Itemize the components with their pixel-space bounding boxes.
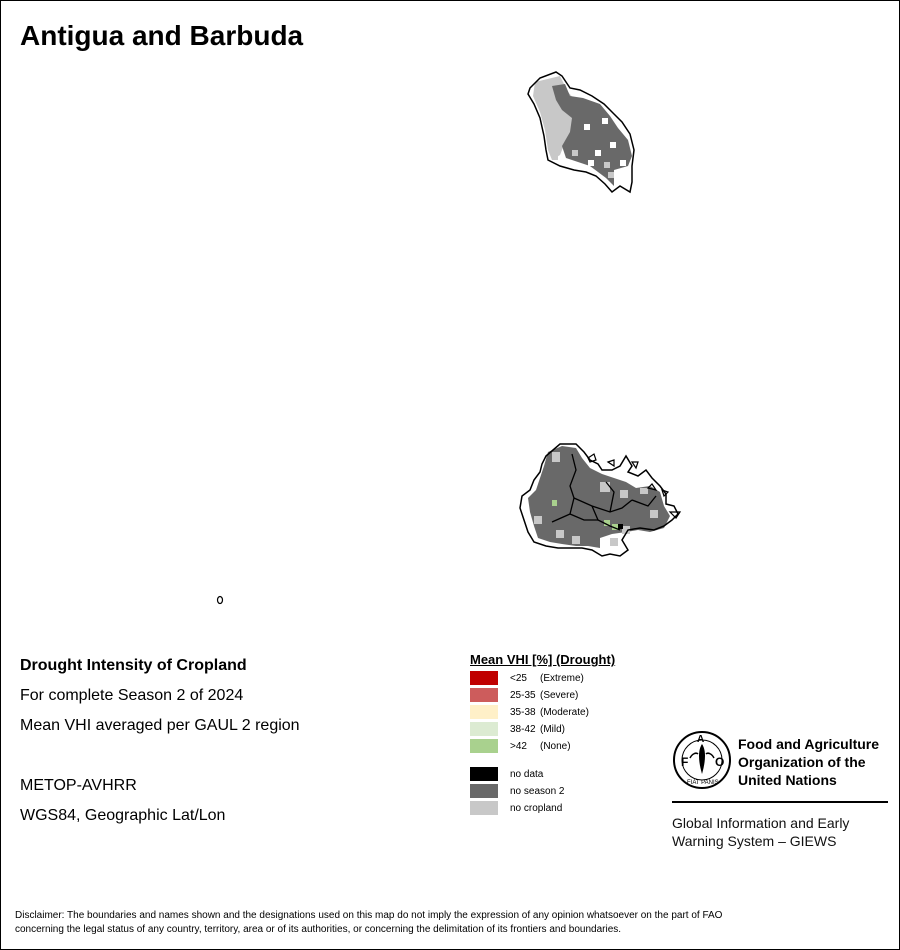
fao-divider xyxy=(672,801,888,803)
redonda-island xyxy=(218,597,223,604)
legend-title: Mean VHI [%] (Drought) xyxy=(470,652,616,667)
legend-item-mild: 38-42 (Mild) xyxy=(470,722,565,736)
legend-swatch xyxy=(470,705,498,719)
info-projection: WGS84, Geographic Lat/Lon xyxy=(20,807,226,824)
barbuda-island xyxy=(528,72,634,192)
svg-text:O: O xyxy=(715,755,725,769)
legend-swatch xyxy=(470,784,498,798)
legend-item-none: >42 (None) xyxy=(470,739,571,753)
fao-organization-name: Food and Agriculture Organization of the United Nations xyxy=(738,736,880,788)
legend-item-no-data: no data xyxy=(470,767,543,781)
map-title: Antigua and Barbuda xyxy=(20,20,304,51)
legend-item-no-season: no season 2 xyxy=(470,784,565,798)
antigua-island xyxy=(520,444,680,556)
legend-swatch xyxy=(470,722,498,736)
antigua-no-season xyxy=(528,446,670,548)
info-sensor: METOP-AVHRR xyxy=(20,777,137,794)
legend-swatch xyxy=(470,801,498,815)
legend-swatch xyxy=(470,767,498,781)
legend-swatch xyxy=(470,671,498,685)
giews-name: Global Information and Early Warning System – GIEWS xyxy=(672,815,850,849)
info-heading: Drought Intensity of Cropland xyxy=(20,657,247,674)
info-season: For complete Season 2 of 2024 xyxy=(20,687,244,704)
legend-item-no-cropland: no cropland xyxy=(470,801,562,815)
antigua-pixel-no-data xyxy=(618,524,623,529)
legend-item-severe: 25-35 (Severe) xyxy=(470,688,578,702)
legend-item-moderate: 35-38 (Moderate) xyxy=(470,705,589,719)
legend-swatch xyxy=(470,739,498,753)
svg-text:F: F xyxy=(681,755,689,769)
disclaimer: Disclaimer: The boundaries and names shown and the designations used on this map do not imply the expression of any opinion whatsoever on the part of FAO concerning the legal status of any country, territory, area or of its authorities, or concerning the delimitation of its frontiers and boundaries. xyxy=(15,910,723,935)
legend-swatch xyxy=(470,688,498,702)
info-method: Mean VHI averaged per GAUL 2 region xyxy=(20,717,300,734)
svg-text:A: A xyxy=(697,734,705,745)
legend-item-extreme: <25 (Extreme) xyxy=(470,671,584,685)
fao-logo xyxy=(672,730,732,790)
svg-text:FIAT PANIS: FIAT PANIS xyxy=(687,780,719,786)
